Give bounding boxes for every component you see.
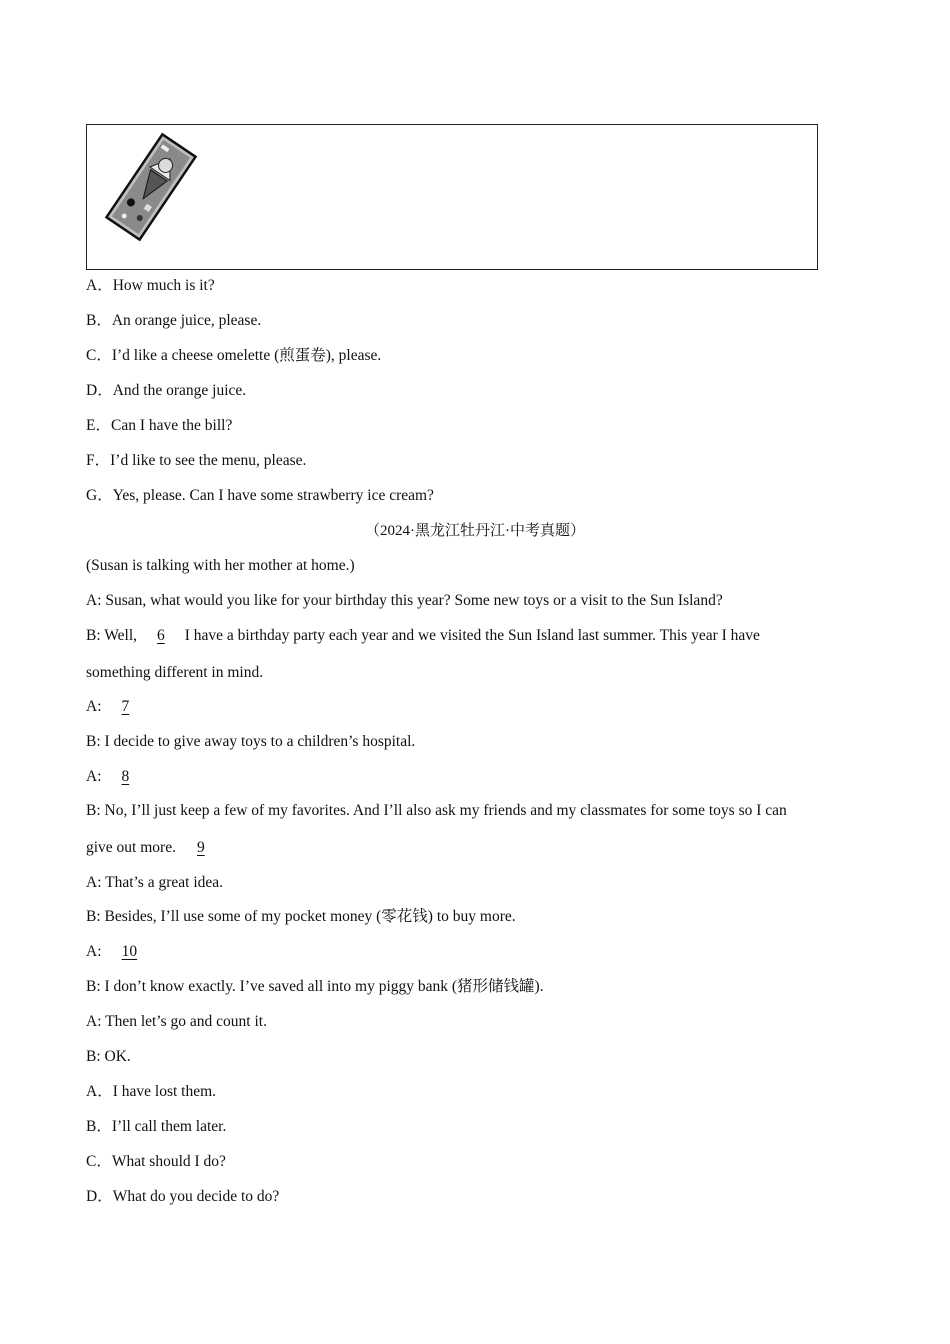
dialogue-line-5: B: I decide to give away toys to a children’s hospital. xyxy=(86,733,416,750)
blank-8[interactable]: 8 xyxy=(121,768,130,785)
dialogue-line-6: A: 8 xyxy=(86,767,145,787)
dialogue-line-8: give out more. 9 xyxy=(86,838,222,858)
dialogue-line-3: something different in mind. xyxy=(86,664,264,681)
blank-6[interactable]: 6 xyxy=(157,627,165,644)
source-citation: （2024·黑龙江牡丹江·中考真题） xyxy=(365,523,585,539)
option-a-2: B．An orange juice, please. xyxy=(86,312,262,329)
dialogue-line-1: A: Susan, what would you like for your birthday this year? Some new toys or a visit to the Sun Island? xyxy=(86,592,723,609)
dialogue-line-9: A: That’s a great idea. xyxy=(86,874,224,891)
menu-image-frame xyxy=(86,124,818,270)
menu-card-illustration xyxy=(101,131,201,243)
dialogue-line-11: A: 10 xyxy=(86,942,153,962)
option-b-4: D．What do you decide to do? xyxy=(86,1188,280,1205)
option-b-2: B．I’ll call them later. xyxy=(86,1118,227,1135)
option-a-4: D．And the orange juice. xyxy=(86,382,247,399)
dialogue-line-4: A: 7 xyxy=(86,697,145,717)
option-a-7: G．Yes, please. Can I have some strawberry ice cream? xyxy=(86,487,434,504)
dialogue-line-10: B: Besides, I’ll use some of my pocket money (零花钱) to buy more. xyxy=(86,908,516,925)
option-a-6: F．I’d like to see the menu, please. xyxy=(86,452,307,469)
dialogue-line-12: B: I don’t know exactly. I’ve saved all into my piggy bank (猪形储钱罐). xyxy=(86,978,544,995)
dialogue-line-13: A: Then let’s go and count it. xyxy=(86,1013,267,1030)
option-a-1: A．How much is it? xyxy=(86,277,215,294)
blank-7[interactable]: 7 xyxy=(121,698,130,715)
dialogue-intro: (Susan is talking with her mother at home.) xyxy=(86,557,355,574)
dialogue-line-7: B: No, I’ll just keep a few of my favorites. And I’ll also ask my friends and my classmates for some toys so I can xyxy=(86,802,787,819)
option-b-1: A．I have lost them. xyxy=(86,1083,217,1100)
option-a-5: E．Can I have the bill? xyxy=(86,417,233,434)
option-a-3: C．I’d like a cheese omelette (煎蛋卷), please. xyxy=(86,347,382,364)
dialogue-line-14: B: OK. xyxy=(86,1048,131,1065)
blank-9[interactable]: 9 xyxy=(196,839,205,856)
option-b-3: C．What should I do? xyxy=(86,1153,226,1170)
blank-10[interactable]: 10 xyxy=(121,943,138,960)
dialogue-line-2: B: Well, 6 I have a birthday party each year and we visited the Sun Island last summer. This year I have xyxy=(86,627,760,644)
